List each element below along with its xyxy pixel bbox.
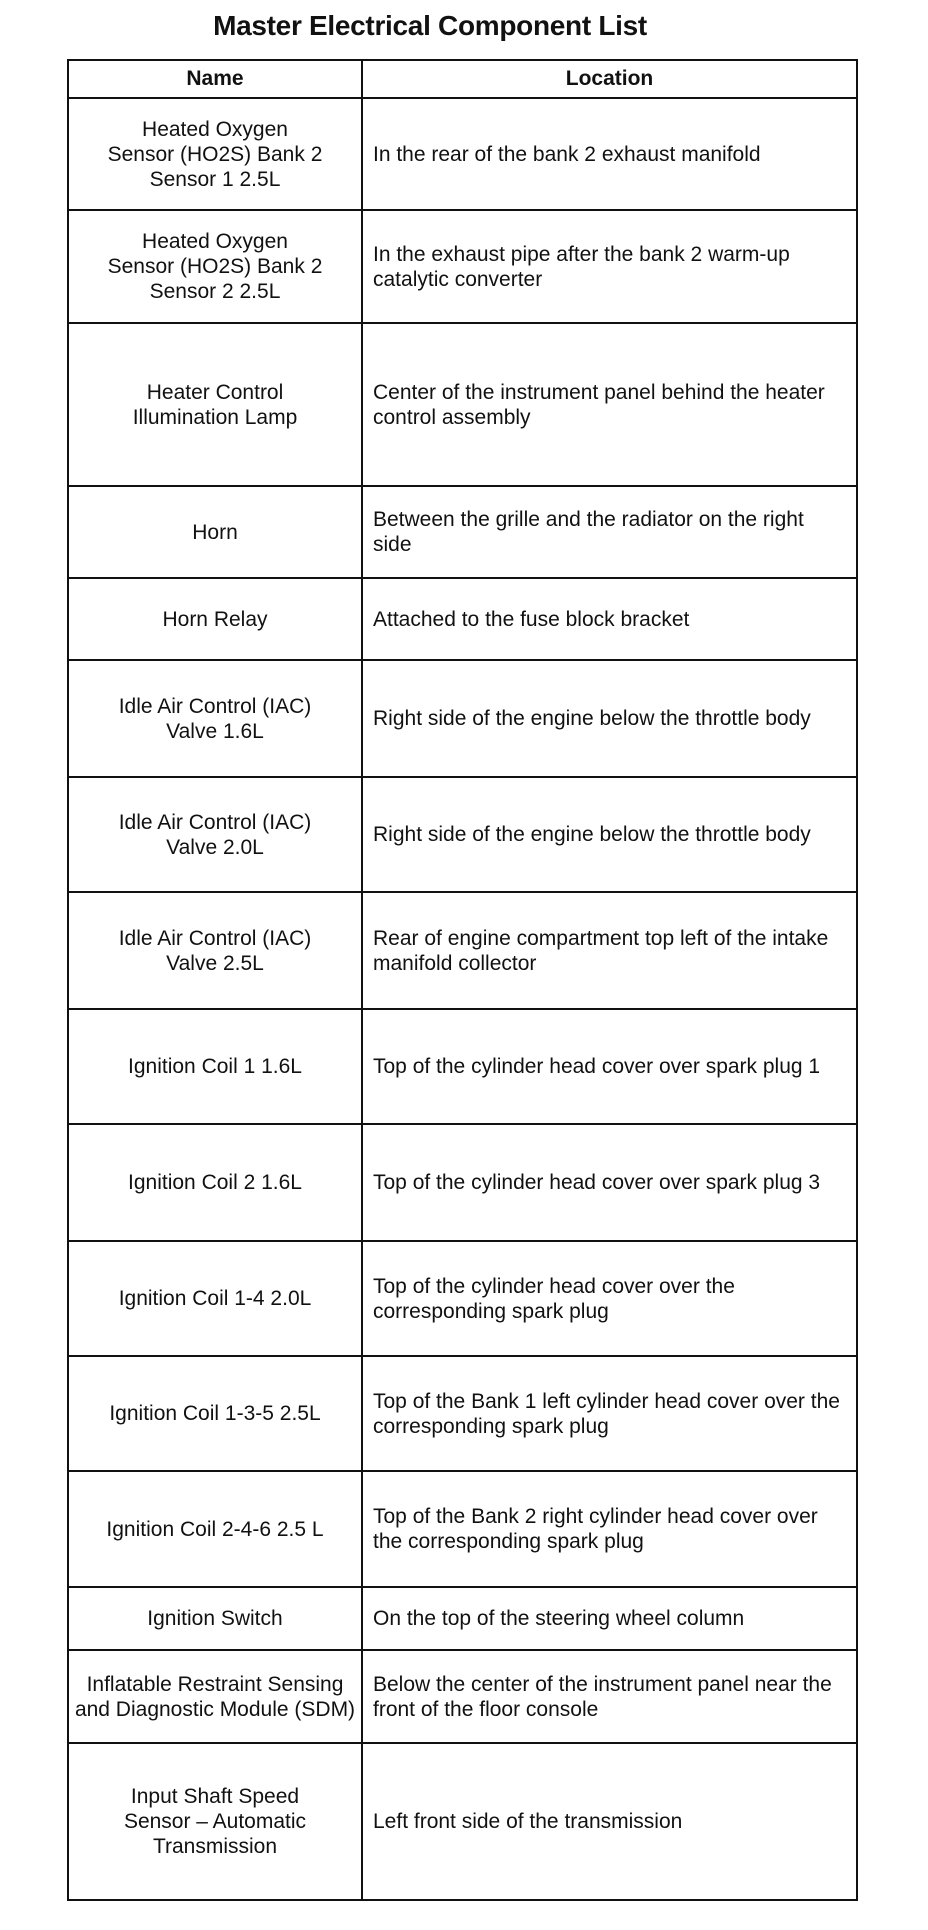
component-name: Input Shaft Speed Sensor – Automatic Transmission	[68, 1743, 362, 1900]
component-name: Horn Relay	[68, 578, 362, 660]
component-name: Idle Air Control (IAC) Valve 2.0L	[68, 777, 362, 892]
component-name: Ignition Coil 1 1.6L	[68, 1009, 362, 1124]
table-row	[68, 210, 857, 323]
component-name: Inflatable Restraint Sensing and Diagnostic Module (SDM)	[68, 1650, 362, 1743]
table-row	[68, 1471, 857, 1587]
component-location: On the top of the steering wheel column	[362, 1587, 857, 1650]
table-row	[68, 1124, 857, 1241]
component-location: Right side of the engine below the throttle body	[362, 660, 857, 777]
component-name: Ignition Coil 2 1.6L	[68, 1124, 362, 1241]
component-name: Ignition Coil 1-4 2.0L	[68, 1241, 362, 1356]
component-name: Ignition Coil 1-3-5 2.5L	[68, 1356, 362, 1471]
component-location: Left front side of the transmission	[362, 1743, 857, 1900]
table-row	[68, 1356, 857, 1471]
table-row	[68, 98, 857, 210]
page-title: Master Electrical Component List	[213, 10, 647, 41]
component-table	[67, 59, 858, 1901]
column-header-name: Name	[68, 60, 362, 98]
component-name: Ignition Switch	[68, 1587, 362, 1650]
component-name: Heated Oxygen Sensor (HO2S) Bank 2 Sensor 2 2.5L	[68, 210, 362, 323]
component-location: Top of the Bank 1 left cylinder head cover over the corresponding spark plug	[362, 1356, 857, 1471]
component-name: Heated Oxygen Sensor (HO2S) Bank 2 Sensor 1 2.5L	[68, 98, 362, 210]
table-row	[68, 578, 857, 660]
component-location: Attached to the fuse block bracket	[362, 578, 857, 660]
table-row	[68, 486, 857, 578]
column-header-location: Location	[362, 60, 857, 98]
component-location: Between the grille and the radiator on the right side	[362, 486, 857, 578]
component-location: Rear of engine compartment top left of the intake manifold collector	[362, 892, 857, 1009]
header-row	[68, 60, 857, 98]
component-name: Idle Air Control (IAC) Valve 1.6L	[68, 660, 362, 777]
component-location: Right side of the engine below the throttle body	[362, 777, 857, 892]
component-location: Top of the cylinder head cover over spark plug 3	[362, 1124, 857, 1241]
table-row	[68, 1587, 857, 1650]
component-location: Below the center of the instrument panel near the front of the floor console	[362, 1650, 857, 1743]
component-location: Center of the instrument panel behind the heater control assembly	[362, 323, 857, 486]
table-row	[68, 1241, 857, 1356]
component-location: Top of the cylinder head cover over the corresponding spark plug	[362, 1241, 857, 1356]
table-row	[68, 892, 857, 1009]
table-row	[68, 660, 857, 777]
component-name: Horn	[68, 486, 362, 578]
table-row	[68, 1743, 857, 1900]
component-location: Top of the cylinder head cover over spark plug 1	[362, 1009, 857, 1124]
component-location: Top of the Bank 2 right cylinder head cover over the corresponding spark plug	[362, 1471, 857, 1587]
component-name: Ignition Coil 2-4-6 2.5 L	[68, 1471, 362, 1587]
table-row	[68, 1650, 857, 1743]
table-row	[68, 1009, 857, 1124]
table-row	[68, 323, 857, 486]
table-row	[68, 777, 857, 892]
component-name: Idle Air Control (IAC) Valve 2.5L	[68, 892, 362, 1009]
component-location: In the exhaust pipe after the bank 2 warm-up catalytic converter	[362, 210, 857, 323]
component-name: Heater Control Illumination Lamp	[68, 323, 362, 486]
component-location: In the rear of the bank 2 exhaust manifold	[362, 98, 857, 210]
